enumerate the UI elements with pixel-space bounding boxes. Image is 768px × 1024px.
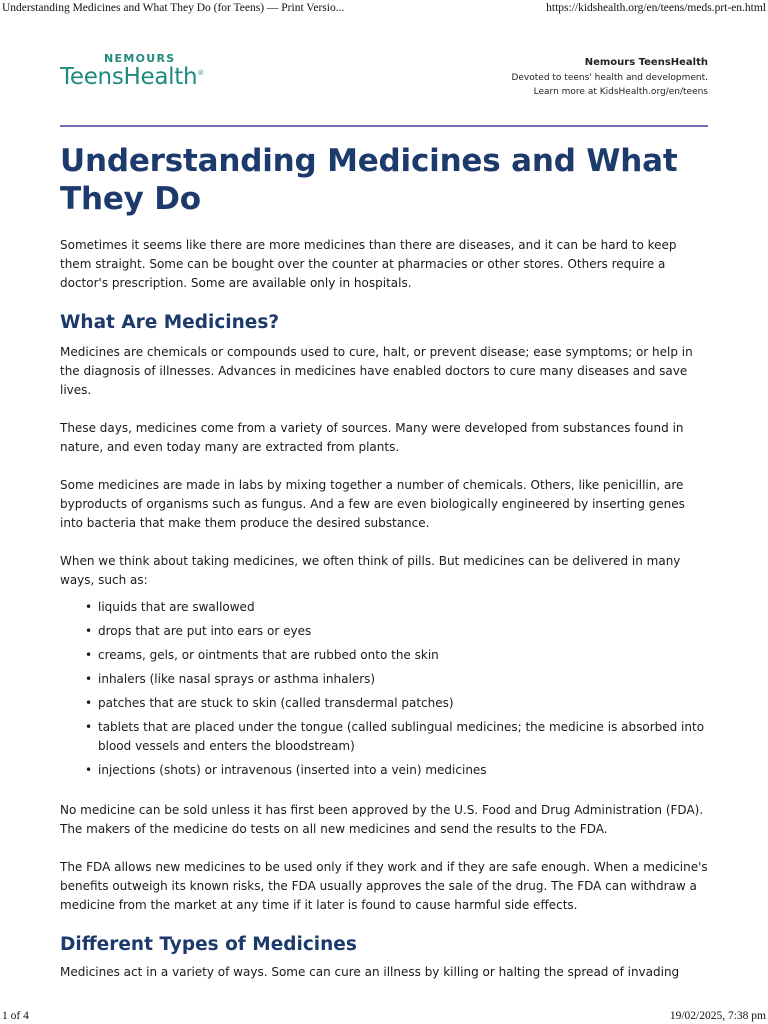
article-content bbox=[60, 142, 708, 982]
org-learn-more: Learn more at KidsHealth.org/en/teens bbox=[533, 87, 708, 97]
org-name: Nemours TeensHealth bbox=[584, 57, 708, 68]
print-datetime: 19/02/2025, 7:38 pm bbox=[669, 1010, 766, 1022]
paragraph: When we think about taking medicines, we often think of pills. But medicines can be delivered in many ways, such as: bbox=[60, 554, 681, 587]
section-heading-different-types: Different Types of Medicines bbox=[60, 934, 357, 955]
header-divider bbox=[60, 125, 708, 127]
paragraph: The FDA allows new medicines to be used only if they work and if they are safe enough. When a medicine's benefits outweigh its known risks, the FDA usually approves the sale of the drug. The FDA can withdraw a medicine from the market at any time if it later is found to cause harmful side effects. bbox=[60, 860, 708, 912]
paragraph: No medicine can be sold unless it has first been approved by the U.S. Food and Drug Administration (FDA). The makers of the medicine do tests on all new medicines and send the results to the FDA. bbox=[60, 803, 704, 836]
list-item: • inhalers (like nasal sprays or asthma inhalers) bbox=[60, 670, 708, 689]
paragraph: Medicines are chemicals or compounds used to cure, halt, or prevent disease; ease symptoms; or help in the diagnosis of illnesses. Advances in medicines have enabled doctors to cure many diseases and save lives. bbox=[60, 345, 693, 397]
print-header bbox=[0, 0, 768, 18]
paragraph: Medicines act in a variety of ways. Some can cure an illness by killing or halting the spread of invading bbox=[60, 965, 680, 979]
article-title: Understanding Medicines and What They Do bbox=[60, 143, 678, 217]
print-footer bbox=[0, 1008, 768, 1024]
print-page-url[interactable]: https://kidshealth.org/en/teens/meds.prt-en.html bbox=[546, 2, 766, 14]
list-item: • creams, gels, or ointments that are rubbed onto the skin bbox=[60, 646, 708, 665]
delivery-methods-list bbox=[60, 598, 708, 780]
list-item: • drops that are put into ears or eyes bbox=[60, 622, 708, 641]
page-number: 1 of 4 bbox=[2, 1010, 29, 1022]
intro-paragraph: Sometimes it seems like there are more medicines than there are diseases, and it can be hard to keep them straight. Some can be bought over the counter at pharmacies or other stores. Others require a doctor's prescription. Some are available only in hospitals. bbox=[60, 238, 677, 290]
org-info bbox=[511, 56, 708, 99]
list-item: • injections (shots) or intravenous (inserted into a vein) medicines bbox=[60, 761, 708, 780]
logo-wordmark: TeensHealth bbox=[60, 64, 198, 90]
logo-nemours-text: NEMOURS bbox=[104, 52, 176, 65]
logo-teenshealth-text bbox=[60, 64, 204, 90]
list-item: • liquids that are swallowed bbox=[60, 598, 708, 617]
list-item: • patches that are stuck to skin (called transdermal patches) bbox=[60, 694, 708, 713]
section-heading-what-are-medicines: What Are Medicines? bbox=[60, 312, 280, 333]
org-tagline: Devoted to teens' health and development. bbox=[511, 73, 708, 83]
list-item: • tablets that are placed under the tongue (called sublingual medicines; the medicine is absorbed into blood vessels and enters the bloodstream) bbox=[60, 718, 708, 756]
paragraph: Some medicines are made in labs by mixing together a number of chemicals. Others, like penicillin, are byproducts of organisms such as fungus. And a few are even biologically engineered by inserting genes into bacteria that make them produce the desired substance. bbox=[60, 478, 685, 530]
registered-mark: ® bbox=[197, 69, 204, 77]
teenshealth-logo bbox=[60, 52, 204, 90]
paragraph: These days, medicines come from a variety of sources. Many were developed from substances found in nature, and even today many are extracted from plants. bbox=[60, 421, 684, 454]
print-page-title: Understanding Medicines and What They Do (for Teens) — Print Versio... bbox=[2, 2, 345, 14]
